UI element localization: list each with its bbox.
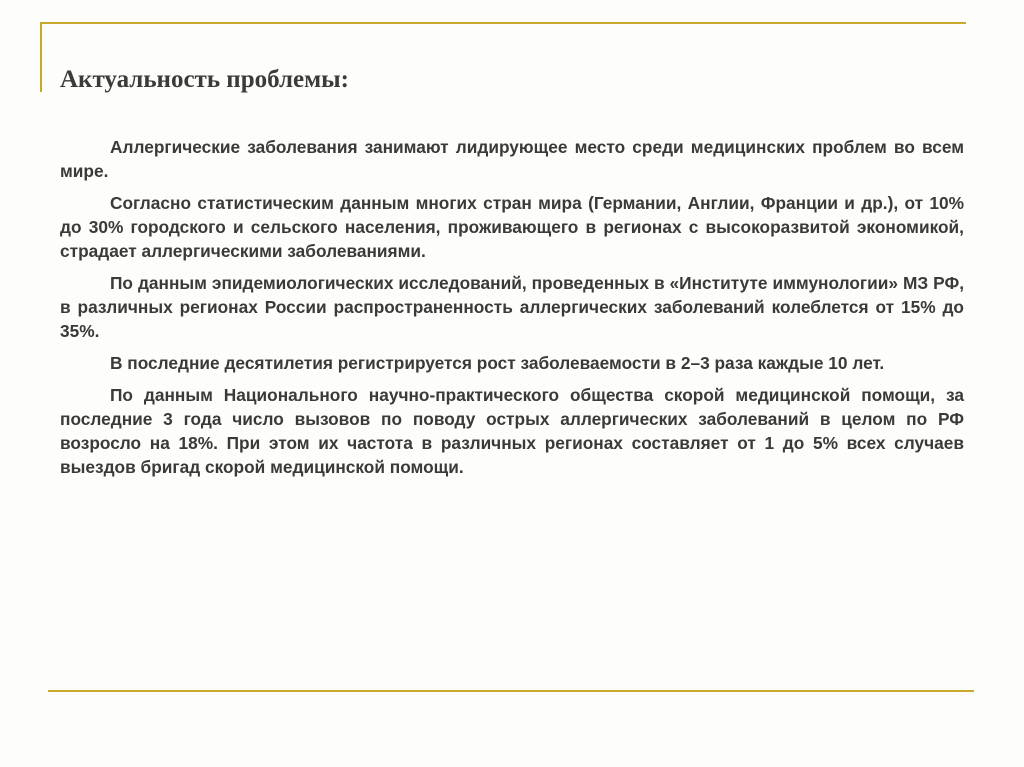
paragraph-3: По данным эпидемиологических исследований, проведенных в «Институте иммунологии» МЗ РФ, в различных регионах России распространенность аллергических заболеваний колеблется от 15% до 35%. <box>60 273 964 341</box>
paragraph-4: В последние десятилетия регистрируется рост заболеваемости в 2–3 раза каждые 10 лет. <box>110 353 885 373</box>
body-text <box>60 135 964 487</box>
left-divider <box>40 22 42 92</box>
bottom-divider <box>48 690 974 692</box>
paragraph-5: По данным Национального научно-практического общества скорой медицинской помощи, за последние 3 года число вызовов по поводу острых аллергических заболеваний в целом по РФ возросло на 18%. При этом их частота в различных регионах составляет от 1 до 5% всех случаев выездов бригад скорой медицинской помощи. <box>60 385 964 477</box>
top-divider <box>40 22 966 24</box>
paragraph-1: Аллергические заболевания занимают лидирующее место среди медицинских проблем во всем мире. <box>60 137 964 181</box>
slide-title: Актуальность проблемы: <box>60 66 349 93</box>
paragraph-2: Согласно статистическим данным многих стран мира (Германии, Англии, Франции и др.), от 10% до 30% городского и сельского населения, проживающего в регионах с высокоразвитой экономикой, страдает аллергическими заболеваниями. <box>60 193 964 261</box>
